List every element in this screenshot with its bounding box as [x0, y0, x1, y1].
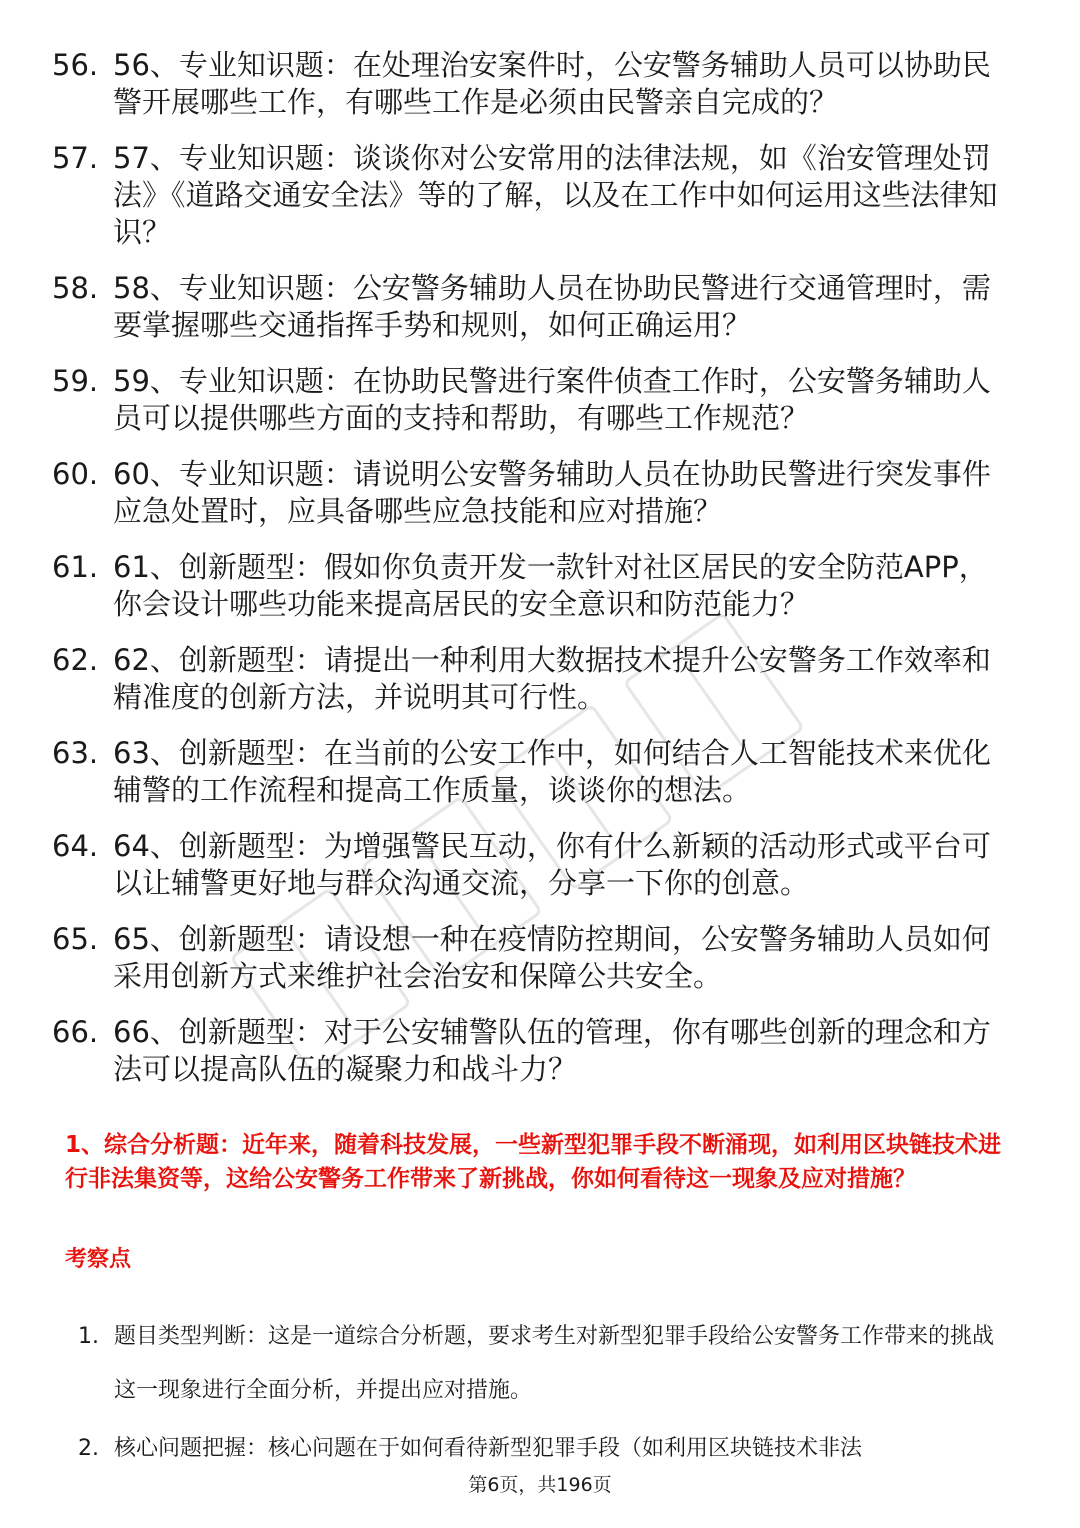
item-number: 65.: [52, 922, 99, 956]
item-text: 56、专业知识题：在处理治安案件时，公安警务辅助人员可以协助民警开展哪些工作，有哪些工作是必须由民警亲自完成的？: [113, 48, 991, 119]
list-item: [52, 642, 1012, 716]
item-number: 63.: [52, 736, 99, 770]
item-number: 59.: [52, 364, 99, 398]
item-number: 64.: [52, 829, 99, 863]
item-number: 56.: [52, 48, 99, 82]
analysis-question-title: 1、综合分析题：近年来，随着科技发展，一些新型犯罪手段不断涌现，如利用区块链技术进行非法集资等，这给公安警务工作带来了新挑战，你如何看待这一现象及应对措施？: [65, 1132, 1002, 1192]
item-number: 61.: [52, 550, 99, 584]
page-footer: 第6页，共196页: [468, 1474, 612, 1496]
item-text: 66、创新题型：对于公安辅警队伍的管理，你有哪些创新的理念和方法可以提高队伍的凝聚力和战斗力？: [113, 1015, 991, 1086]
item-text: 61、创新题型：假如你负责开发一款针对社区居民的安全防范APP，你会设计哪些功能来提高居民的安全意识和防范能力？: [113, 550, 988, 621]
item-text: 62、创新题型：请提出一种利用大数据技术提升公安警务工作效率和精准度的创新方法，并说明其可行性。: [113, 643, 991, 714]
list-item: [52, 921, 1012, 995]
item-text: 64、创新题型：为增强警民互动，你有什么新颖的活动形式或平台可以让辅警更好地与群众沟通交流，分享一下你的创意。: [113, 829, 991, 900]
list-item: [78, 1422, 1008, 1476]
item-text: 58、专业知识题：公安警务辅助人员在协助民警进行交通管理时，需要掌握哪些交通指挥手势和规则，如何正确运用？: [113, 271, 991, 342]
item-number: 57.: [52, 141, 99, 175]
item-number: 2.: [78, 1436, 99, 1461]
item-number: 60.: [52, 457, 99, 491]
list-item: [52, 735, 1012, 809]
list-item: [52, 1014, 1012, 1088]
item-text: 57、专业知识题：谈谈你对公安常用的法律法规，如《治安管理处罚法》《道路交通安全法》等的了解，以及在工作中如何运用这些法律知识？: [113, 141, 998, 249]
item-text: 题目类型判断：这是一道综合分析题，要求考生对新型犯罪手段给公安警务工作带来的挑战这一现象进行全面分析，并提出应对措施。: [114, 1324, 995, 1403]
item-text: 核心问题把握：核心问题在于如何看待新型犯罪手段（如利用区块链技术非法: [114, 1436, 863, 1461]
item-text: 65、创新题型：请设想一种在疫情防控期间，公安警务辅助人员如何采用创新方式来维护社会治安和保障公共安全。: [113, 922, 991, 993]
item-number: 58.: [52, 271, 99, 305]
section-heading: 考察点: [65, 1247, 132, 1272]
list-item: [52, 456, 1012, 530]
question-list: [52, 47, 1012, 1107]
item-text: 63、创新题型：在当前的公安工作中，如何结合人工智能技术来优化辅警的工作流程和提高工作质量，谈谈你的想法。: [113, 736, 991, 807]
item-number: 1.: [78, 1324, 99, 1349]
list-item: [78, 1310, 1008, 1418]
item-number: 66.: [52, 1015, 99, 1049]
list-item: [52, 828, 1012, 902]
point-list: [78, 1310, 1008, 1480]
list-item: [52, 47, 1012, 121]
list-item: [52, 549, 1012, 623]
item-text: 59、专业知识题：在协助民警进行案件侦查工作时，公安警务辅助人员可以提供哪些方面的支持和帮助，有哪些工作规范？: [113, 364, 991, 435]
list-item: [52, 363, 1012, 437]
list-item: [52, 140, 1012, 251]
item-text: 60、专业知识题：请说明公安警务辅助人员在协助民警进行突发事件应急处置时，应具备哪些应急技能和应对措施？: [113, 457, 991, 528]
list-item: [52, 270, 1012, 344]
item-number: 62.: [52, 643, 99, 677]
